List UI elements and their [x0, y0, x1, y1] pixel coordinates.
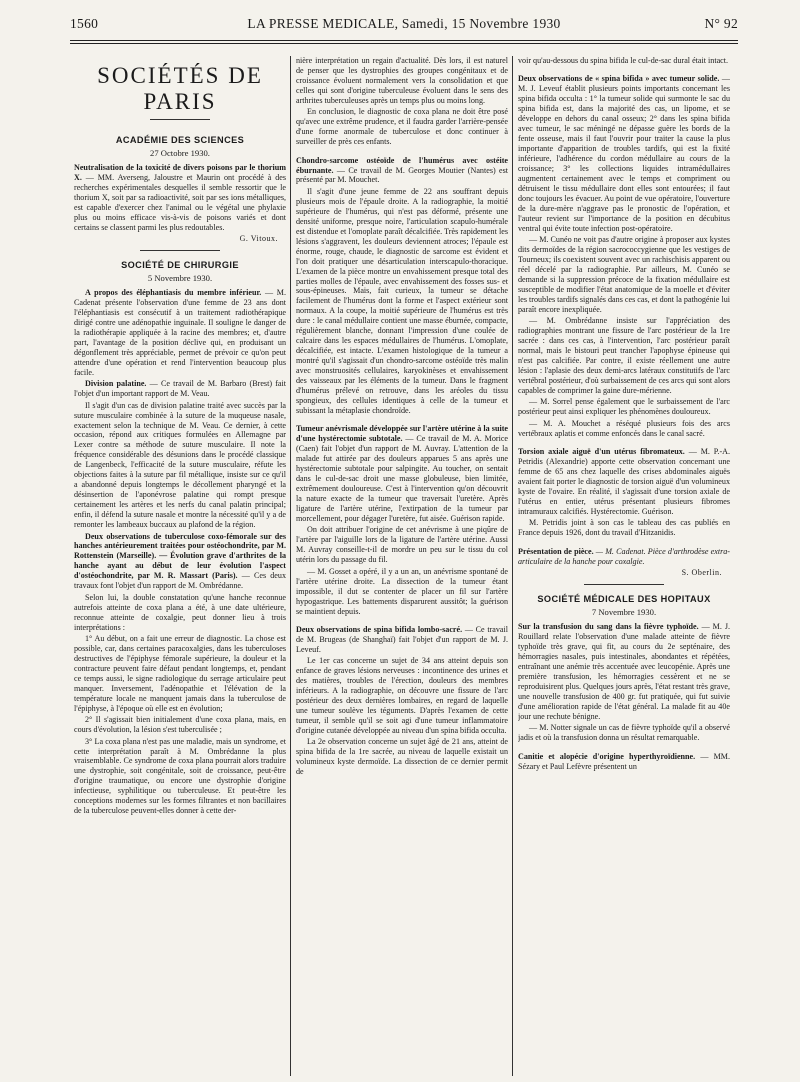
article-body: — Ces deux travaux font l'objet d'un rapport de M. Ombrédanne. — [74, 571, 286, 591]
article-heading: Sur la transfusion du sang dans la fièvre typhoïde. — [518, 622, 699, 632]
article-heading: Canitie et alopécie d'origine hyperthyroïdienne. — [518, 751, 696, 761]
article-body: — M. Cadenat. Pièce d'arthrodèse extra-articulaire de la hanche pour coxalgie. — [518, 546, 730, 566]
separator — [140, 250, 220, 251]
article — [296, 424, 508, 524]
column-3 — [518, 56, 730, 1076]
society-title: ACADÉMIE DES SCIENCES — [115, 135, 245, 145]
paragraph: — M. Cunéo ne voit pas d'autre origine à proposer aux kystes dits dermoïdes de la région sacrococcygienne que les vestiges de Tourneux; ils coexistent souvent avec un rachischisis apparent ou réel décelé par la radiographie. Par ailleurs, M. Cunéo se demande si la suppression précoce de la fixation médullaire est susceptible de modifier l'état anatomique de la moelle et d'éviter les troubles tardifs signalés dans ces cas, et dont la pathogénie lui paraît encore inexpliquée. — [518, 235, 730, 314]
journal-title: LA PRESSE MEDICALE, Samedi, 15 Novembre 1930 — [247, 16, 561, 31]
article-heading: Deux observations de « spina bifida » avec tumeur solide. — [518, 74, 720, 84]
session-date: 27 Octobre 1930. — [150, 148, 210, 158]
paragraph: 3° La coxa plana n'est pas une maladie, mais un syndrome, et cette interprétation paraît à M. Ombrédanne la plus vraisemblable. Ce syndrome de coxa plana pourrait alors traduire une dystrophie, soit congénitale, soit de croissance, peut-être d'origine traumatique, ou encore une dystrophie d'origine infectieuse, syphilitique ou tuberculeuse. Et peut-être les conceptions modernes sur les formes filtrantes et non bacillaires de la tuberculose peuvent-elles donner à cette der- — [74, 736, 286, 816]
article-heading: A propos des éléphantiasis du membre inférieur. — [85, 288, 262, 298]
paragraph: M. Petridis joint à son cas le tableau des cas publiés en France depuis 1926, dont du travail d'Hitzanidis. — [518, 518, 730, 538]
article-body: — Ce travail de M. Georges Moutier (Nantes) est présenté par M. Mouchet. — [296, 165, 508, 185]
session-date: 7 Novembre 1930. — [591, 607, 657, 618]
article-body: — Ce travail de M. Barbaro (Brest) fait l'objet d'un important rapport de M. Veau. — [74, 379, 286, 399]
article — [74, 163, 286, 233]
header-rule-double — [70, 43, 738, 44]
paragraph: Il s'agit d'un cas de division palatine traité avec succès par la suture musculaire combinée à la suture de la muqueuse nasale, exactement selon la technique de M. Veau. Ce dernier, à cette occasion, répond aux critiques formulées en Allemagne par Lexer contre sa méthode de suture musculaire. Il note la fréquence considérable des désunions dans le procédé classique de Langenbeck, l'efficacité de la suture musculaire, réfute les objections faites à la suture par fil métallique, insiste sur ce qu'il a abandonné depuis longtemps le décollement pharyngé et la désinsertion de l'aponévrose palatine qui rompt presque certainement les artères et les nerfs du canal palatin principal; enfin, il défend la suture nasale et montre la nécessité qu'il y a de remonter les lambeaux buccaux au plafond de la région. — [74, 400, 286, 530]
signature: S. Oberlin. — [681, 568, 722, 578]
header-rule — [70, 40, 738, 41]
article-body: — M. J. Rouillard relate l'observation d'une malade atteinte de fièvre typhoïde très grave, qui fit, au cours du 2e septénaire, des hémorragies nasales, puis intestinales, abondantes et répétées, entraînant une anémie très accentuée avec leucopénie. Après une première transfusion, les hémorragies cessèrent et ne se reproduisirent plus. Quelques jours après, l'état restant très grave, une nouvelle transfusion de 400 gr. fut pratiquée, qui fut suivie d'une amélioration rapide de l'état général. La malade fit au 40e jour une rechute bénigne. — [518, 622, 730, 721]
paragraph: En conclusion, le diagnostic de coxa plana ne doit être posé qu'avec une extrême prudence, et il faudra garder l'arrière-pensée d'une forme anormale de tuberculose et donc continuer à surveiller de près ces enfants. — [296, 107, 508, 147]
paragraph: voir qu'au-dessous du spina bifida le cul-de-sac dural était intact. — [518, 56, 729, 65]
paragraph: La 2e observation concerne un sujet âgé de 21 ans, atteint de spina bifida de la 1re sacrée, au niveau de laquelle existait un volumineux kyste dermoïde. La dissection de ce dernier permit de — [296, 737, 508, 777]
article — [518, 447, 730, 517]
paragraph: Selon lui, la double constatation qu'une hanche reconnue autrefois atteinte de coxa plana a été, à une date ultérieure, reconnue atteinte de coxalgie, peut donner lieu à trois interprétations : — [74, 592, 286, 632]
article — [518, 74, 730, 233]
article-heading: Division palatine. — [85, 379, 147, 389]
issue-number: N° 92 — [704, 16, 738, 31]
article-heading: Deux observations de tuberculose coxo-fémorale sur des hanches antérieurement traitées pour ostéochondrite, par M. Rottenstein (Marseille). — Évolution grave d'arthrites de la hanche ayant au début de leur évolution l'aspect d'ostéochondrite, par M. R. Massart (Paris). — [74, 531, 286, 581]
article-body: — Ce travail de M. A. Morice (Caen) fait l'objet d'un rapport de M. Auvray. L'attention de la malade fut attirée par des douleurs apparues 5 ans après une hystérectomie subtotale pour salpingite. Au toucher, on sentait dans le cul-de-sac droit une masse globuleuse, bien limitée, extrêmement douloureuse. C'est à l'intervention qu'on découvrit la nature exacte de la tumeur que traversait l'uretère. Après ligature de l'artère utérine, l'extirpation de la tumeur par morcellement, pour dégager l'uretère, fut aisée. Guérison rapide. — [296, 434, 508, 523]
paragraph: — M. A. Mouchet a réséqué plusieurs fois des arcs vertébraux aplatis et comme enfoncés dans le canal sacré. — [518, 418, 730, 438]
separator — [584, 584, 664, 585]
article-body: — MM. Sézary et Paul Lefèvre présentent un — [518, 751, 730, 771]
signature: G. Vitoux. — [239, 234, 278, 244]
section-title: SOCIÉTÉS DE PARIS — [97, 63, 263, 114]
column-divider — [512, 56, 513, 1076]
article-heading: Neutralisation de la toxicité de divers poisons par le thorium X. — [74, 163, 286, 182]
article-body: — MM. Averseng, Jaloustre et Maurin ont procédé à des recherches expérimentales desquelles il semble ressortir que le thorium X, soit par sa radioactivité, soit par ses ions métalliques, est capable d'exercer chez l'animal ou le végétal une phylaxie plus ou moins efficace vis-à-vis de poisons variés et dont certains se classent parmi les plus redoutables. — [74, 172, 286, 232]
article — [518, 547, 730, 567]
paragraph: — M. Sorrel pense également que le surbaissement de l'arc postérieur peut ainsi expliquer les phénomènes douloureux. — [518, 397, 730, 417]
section-rule — [150, 119, 210, 120]
page-number: 1560 — [70, 16, 99, 31]
paragraph: Il s'agit d'une jeune femme de 22 ans souffrant depuis plusieurs mois de l'épaule droite. A la radiographie, la moitié supérieure de l'humérus, qui n'est pas déformé, présente une densité uniforme, presque noire, l'articulation scapulo-humérale est distendue et l'omoplate paraît décalcifiée. Très rapidement les lésions s'aggravent, les douleurs deviennent atroces; l'épaule est énorme, rouge, chaude, le diagnostic de sarcome est évident et l'on doit pratiquer une désarticulation interscapulo-thoracique. L'examen de la pièce montre un envahissement presque total des parties molles de l'épaule, avec envahissement des fosses sus- et sous-épineuses. Mais, fait curieux, la tumeur se détache facilement de l'humérus dont la forme et l'aspect extérieur sont normaux. A la coupe, la moitié supérieure de l'humérus est très dure : le canal médullaire contient une masse éburnée, compacte, régulièrement blanche, donnant l'impression d'une coulée de calcaire dans les espaces médullaires de l'humérus. L'omoplate, décalcifiée, est intacte. L'examen histologique de la tumeur a montré qu'il s'agissait d'un chondro-sarcome ostéoïde très malin avec monstruosités cellulaires, karyokinèses et envahissement des vaisseaux par les éléments de la tumeur. Dans le fragment d'humérus prélevé on retrouve, dans les aréoles du tissu spongieux, des cellules identiques à celle de la tumeur et subissant la métaplasie chondroïde. — [296, 186, 508, 415]
paragraph: On doit attribuer l'origine de cet anévrisme à une piqûre de l'artère par l'aiguille lors de la ligature de l'artère utérine. Aussi M. Auvray conseille-t-il de mordre un peu sur le tissu du col utérin lors du passage du fil. — [296, 525, 508, 565]
article — [518, 752, 730, 772]
running-head — [70, 16, 738, 36]
paragraph: nière interprétation un regain d'actualité. Dès lors, il est naturel de penser que les dystrophies des groupes congénitaux et de croissance évoluent normalement vers la consolidation et que celles qui sont d'origine tuberculeuse évoluent dans le sens des arthrites tuberculeuses après un temps plus ou moins long. — [296, 56, 508, 105]
column-2 — [296, 56, 508, 1076]
article — [74, 532, 286, 592]
paragraph: Le 1er cas concerne un sujet de 34 ans atteint depuis son enfance de graves lésions nerveuses : incontinence des urines et des matières, troubles de l'érection, douleurs des membres inférieurs. A la radiographie, on découvre une fissure de l'arc postérieur des deux dernières lombaires, en regard de laquelle une tumeur soulève les téguments. D'après l'examen de cette tumeur, il semble qu'il se soit agi d'une tumeur inflammatoire d'origine cutanée développée au niveau d'un spina bifida occulta. — [296, 656, 508, 735]
paragraph: — M. Notter signale un cas de fièvre typhoïde qu'il a observé jadis et où la transfusion donna un résultat remarquable. — [518, 723, 730, 743]
article-body: — Ce travail de M. Brugeas (de Shanghaï) fait l'objet d'un rapport de M. J. Leveuf. — [296, 624, 508, 654]
paragraph: — M. Gosset a opéré, il y a un an, un anévrisme spontané de l'artère utérine droite. La dissection de la tumeur étant impossible, il dut se contenter de placer un fil sur l'artère hypogastrique. Les battements disparurent aussitôt; la guérison se maintient depuis. — [296, 566, 508, 616]
article — [296, 156, 508, 186]
article — [74, 379, 286, 399]
society-title: SOCIÉTÉ MÉDICALE DES HOPITAUX — [537, 594, 711, 605]
paragraph: 2° Il s'agissait bien initialement d'une coxa plana, mais, en cours d'évolution, la lésion s'est tuberculisée ; — [74, 715, 286, 735]
article-heading: Chondro-sarcome ostéoïde de l'humérus avec ostéite éburnante. — [296, 155, 508, 175]
article-body: — M. Cadenat présente l'observation d'une femme de 23 ans dont l'éléphantiasis est consécutif à un traitement radiothérapique dirigé contre une adénopathie inguinale. Il souligne le danger de la radiothérapie appliquée à la racine des membres; et, d'autre part, l'avantage de la position déclive qui, en produisant un dégonflement très appréciable, permet de prévoir ce qu'on peut attendre d'une opération et rend l'intervention beaucoup plus facile. — [74, 288, 286, 377]
article-body: — M. J. Leveuf établit plusieurs points importants concernant les spina bifida occulta : 1° la tumeur solide qui surmonte le sac du spina bifida est, dans la majorité des cas, un lipome, et se développe en dehors du canal osseux; 2° dans les spina bifida avec tumeur, le sac méningé ne dépasse guère les bords de la fente osseuse, mais il faut l'ouvrir pour traiter la cause la plus importante d'apparition de troubles tardifs, qui est la fixité inférieure, l'adhérence du cordon médullaire au cours de la croissance; 3° les collections liquides intramédullaires augmentent certainement avec le temps et compriment ou détruisent le tissu médullaire dont elles sont entourées; il faut donc toujours les évacuer. Au point de vue opératoire, l'ouverture de la dure-mère n'aggrave pas le pronostic de l'opération, et l'auteur revient sur l'importance de la position en décubitus ventral qui évite toute infection post-opératoire. — [518, 74, 730, 233]
article — [296, 625, 508, 655]
article — [74, 288, 286, 378]
article-heading: Tumeur anévrismale développée sur l'artère utérine à la suite d'une hystérectomie subtotale. — [296, 424, 508, 444]
article — [518, 622, 730, 722]
article-heading: Présentation de pièce. — [518, 546, 594, 556]
column-divider — [290, 56, 291, 1076]
paragraph: — M. Ombrédanne insiste sur l'appréciation des radiographies montrant une fissure de l'arc postérieur de la 1re sacrée : dans ces cas, à l'intervention, l'arc postérieur paraît normal, mais le bistouri peut trancher l'apophyse épineuse qui n'est pas calcifiée. Par contre, il existe réellement une autre lésion : l'aplasie des deux demi-arcs latéraux constitutifs de l'arc vertébral postérieur, d'où surbaissement de ces arcs qui sont alors capables de comprimer la gaine dure-mérienne. — [518, 316, 730, 395]
article-body: — M. P.-A. Petridis (Alexandrie) apporte cette observation concernant une femme de 65 ans chez laquelle des crises abdominales aiguës avaient fait porter le diagnostic de torsion aiguë d'un volumineux kyste de l'ovaire. En réalité, il s'agissait d'une torsion axiale de l'utérus en entier, utérus présentant plusieurs fibromes intramuraux calcifiés. Hystérectomie. Guérison. — [518, 447, 730, 516]
article-heading: Deux observations de spina bifida lombo-sacré. — [296, 624, 463, 634]
article-heading: Torsion axiale aiguë d'un utérus fibromateux. — [518, 447, 685, 457]
paragraph: 1° Au début, on a fait une erreur de diagnostic. La chose est possible, car, dans certaines paracoxalgies, dans les tuberculoses destructives de l'épiphyse fémorale supérieure, la douleur et la contracture peuvent faire défaut pendant longtemps, et, pendant ce temps aussi, le signe radiologique du serrage articulaire peut manquer. Inversement, l'adénopathie et l'élévation de la température locale ne manquent jamais dans la tuberculose de l'épiphyse, à l'époque où elle est en évolution; — [74, 634, 286, 713]
column-1 — [74, 56, 286, 1076]
society-title: SOCIÉTÉ DE CHIRURGIE — [121, 260, 239, 271]
session-date: 5 Novembre 1930. — [147, 273, 213, 284]
